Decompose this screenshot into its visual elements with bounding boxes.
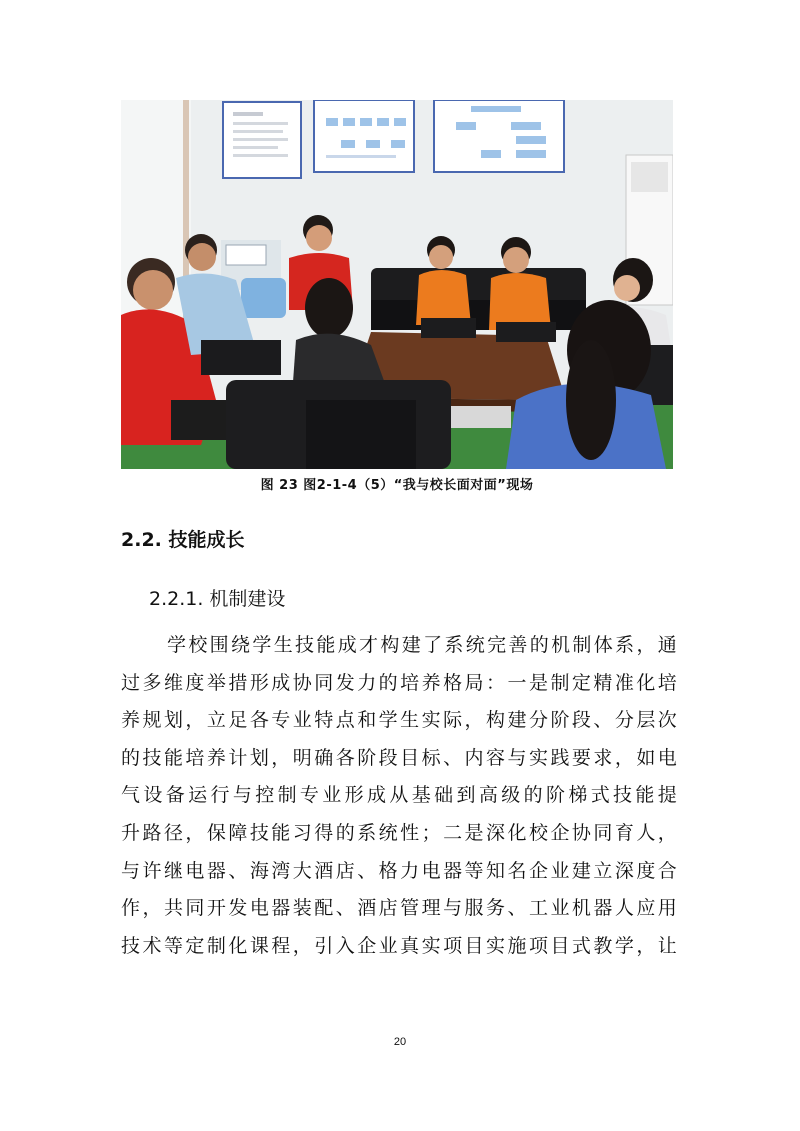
paragraph-line: 的技能培养计划，明确各阶段目标、内容与实践要求，如电 xyxy=(121,746,679,769)
meeting-photo-illustration xyxy=(121,100,673,469)
section-heading: 2.2. 技能成长 xyxy=(121,529,245,551)
figure-caption: 图 23 图2-1-4（5）“我与校长面对面”现场 xyxy=(260,478,534,493)
subsection-heading: 2.2.1. 机制建设 xyxy=(149,588,286,610)
paragraph-line: 作，共同开发电器装配、酒店管理与服务、工业机器人应用 xyxy=(121,897,679,920)
paragraph-line: 技术等定制化课程，引入企业真实项目实施项目式教学，让 xyxy=(121,934,679,957)
paragraph-line: 过多维度举措形成协同发力的培养格局：一是制定精准化培 xyxy=(121,671,679,694)
paragraph-line: 养规划，立足各专业特点和学生实际，构建分阶段、分层次 xyxy=(121,709,679,732)
meeting-photo xyxy=(121,100,673,469)
wall-poster xyxy=(314,100,414,172)
paragraph-line: 与许继电器、海湾大酒店、格力电器等知名企业建立深度合 xyxy=(121,859,679,882)
paragraph-line: 学校围绕学生技能成才构建了系统完善的机制体系，通 xyxy=(167,634,679,656)
paragraph-line: 升路径，保障技能习得的系统性；二是深化校企协同育人， xyxy=(121,821,679,844)
wall-poster xyxy=(434,100,564,172)
wall-poster xyxy=(223,102,301,178)
paragraph-line: 气设备运行与控制专业形成从基础到高级的阶梯式技能提 xyxy=(121,784,679,807)
page-number: 20 xyxy=(393,1036,407,1048)
body-paragraph xyxy=(121,627,679,965)
